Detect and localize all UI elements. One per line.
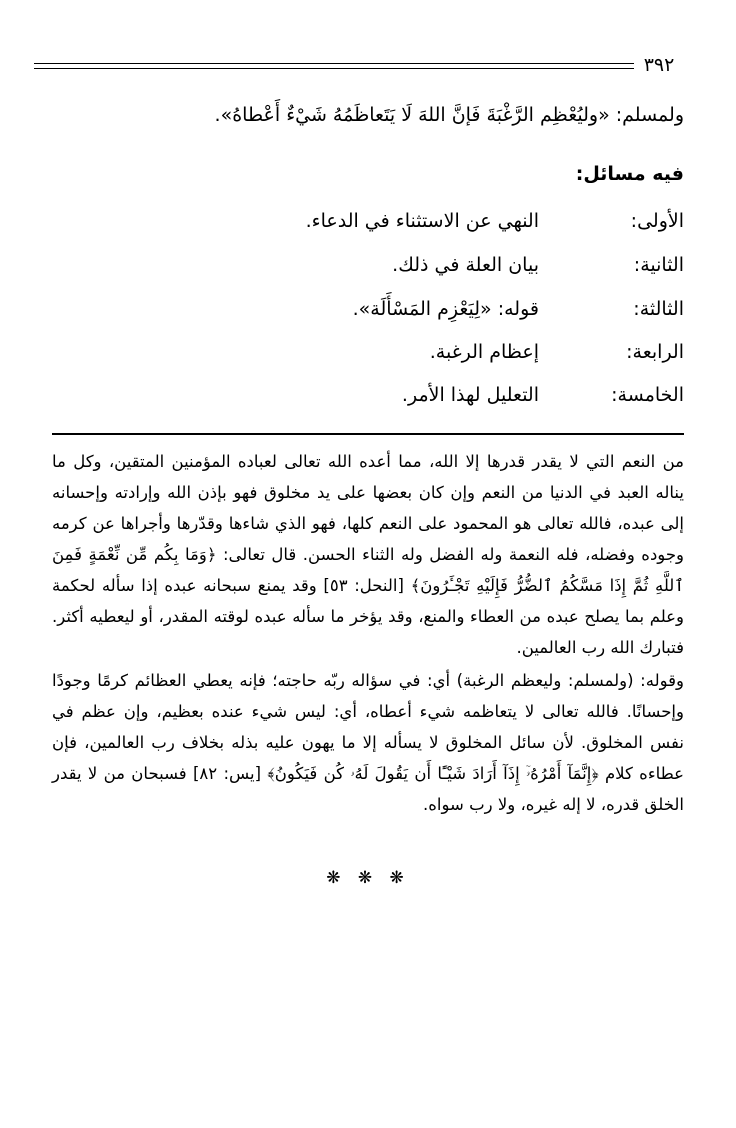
commentary-paragraph: من النعم التي لا يقدر قدرها إلا الله، مما أعده الله تعالى لعباده المؤمنين المتقين، وكل ما يناله العبد في الدنيا من النعم وإن كان بعضها على يد مخلوق فهو بإذن الله وإرادته وإحسانه إلى عبده، فالله تعالى هو المحمود على النعم كلها، فهو الذي شاءها وقدّرها وأجراها عن كرمه وجوده وفضله، فله النعمة وله الفضل وله الثناء الحسن. قال تعالى: ﴿وَمَا بِكُم مِّن نِّعْمَةٍ فَمِنَ ٱللَّهِ ثُمَّ إِذَا مَسَّكُمُ ٱلضُّرُّ فَإِلَيْهِ تَجْـَٔرُونَ﴾ [النحل: ٥٣] وقد يمنع سبحانه عبده إذا سأله لحكمة وعلم بما يصلح عبده من العطاء والمنع، وقد يؤخر ما سأله عبده لوقته المقدر، أو ليعطيه أكثر. فتبارك الله رب العالمين. <box>52 452 685 657</box>
header-rule-top <box>34 63 634 64</box>
section-end-ornament: ❋ ❋ ❋ <box>326 868 410 888</box>
header-rule-bottom <box>34 68 634 69</box>
issue-text: بيان العلة في ذلك. <box>392 254 539 276</box>
commentary-divider <box>52 433 684 435</box>
issue-text: التعليل لهذا الأمر. <box>401 384 539 406</box>
issues-heading: فيه مسائل: <box>575 163 684 185</box>
issue-label: الثانية: <box>633 254 684 276</box>
issue-label: الخامسة: <box>611 384 684 406</box>
issue-row <box>250 298 684 332</box>
issue-row <box>250 341 684 375</box>
issue-text: إعظام الرغبة. <box>429 341 539 363</box>
issue-row <box>250 210 684 244</box>
hadith-text: ولمسلم: «وليُعْظِم الرَّغْبَةَ فَإنَّ اللهَ لَا يَتَعاظَمُهُ شَيْءٌ أَعْطاهُ». <box>214 104 684 126</box>
issue-text: النهي عن الاستثناء في الدعاء. <box>305 210 539 232</box>
issue-label: الثالثة: <box>633 298 684 320</box>
issue-label: الرابعة: <box>626 341 684 363</box>
issue-row <box>250 384 684 418</box>
issue-text: قوله: «لِيَعْزِم المَسْأَلَة». <box>352 298 539 320</box>
issue-row <box>250 254 684 288</box>
commentary-paragraph: وقوله: (ولمسلم: وليعظم الرغبة) أي: في سؤاله ربّه حاجته؛ فإنه يعطي العظائم كرمًا وجودًا وإحسانًا. فالله تعالى لا يتعاظمه شيء أعطاه، أي: ليس شيء عنده بعظيم، وإن عظم في نفس المخلوق. لأن سائل المخلوق لا يسأله إلا ما يهون عليه بذله بخلاف رب العالمين، فإن عطاءه كلام ﴿إِنَّمَآ أَمْرُهُۥٓ إِذَآ أَرَادَ شَيْـًٔا أَن يَقُولَ لَهُۥ كُن فَيَكُونُ﴾ [يس: ٨٢] فسبحان من لا يقدر الخلق قدره، لا إله غيره، ولا رب سواه. <box>52 671 684 814</box>
issue-label: الأولى: <box>630 210 684 232</box>
page-number: ٣٩٢ <box>643 54 675 76</box>
